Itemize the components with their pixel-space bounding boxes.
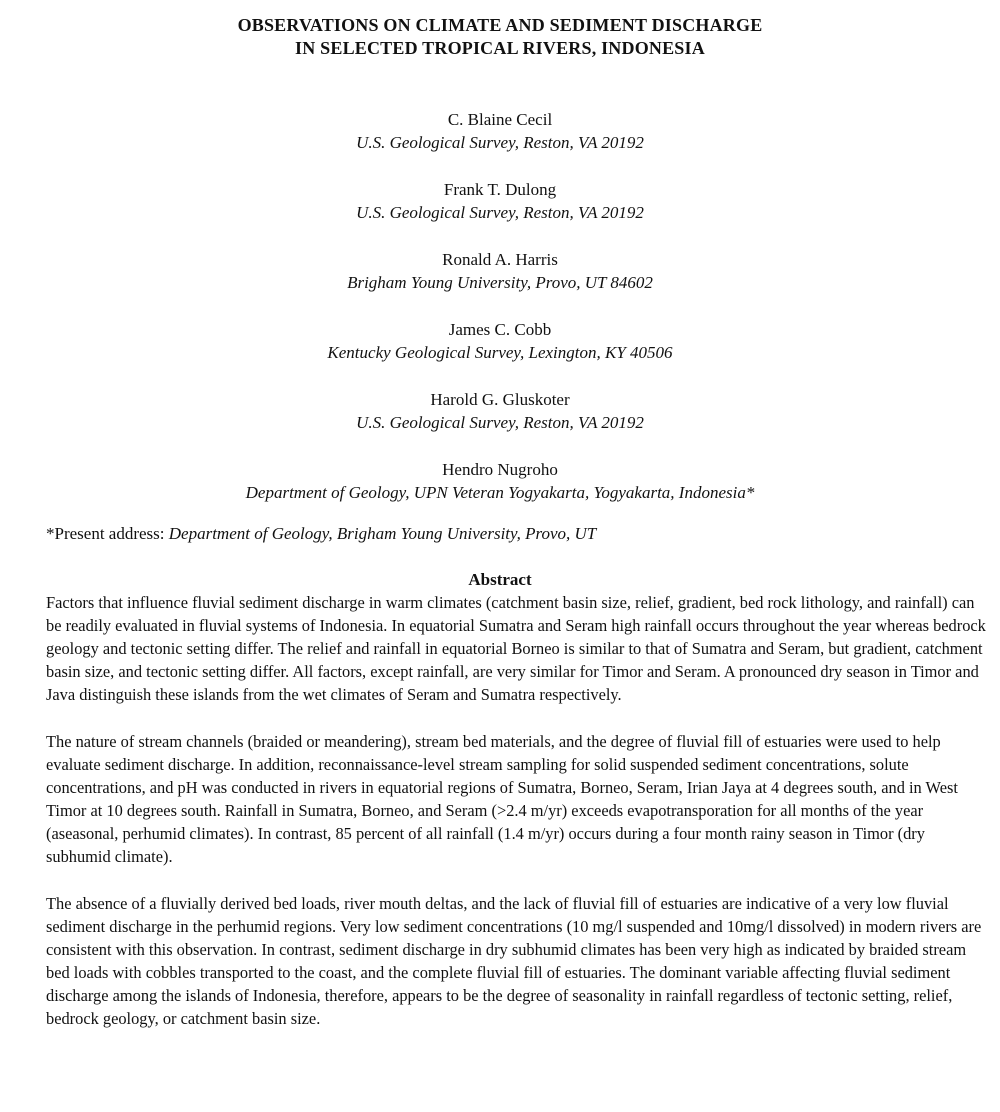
abstract-paragraph: The absence of a fluvially derived bed loads, river mouth deltas, and the lack of fluvial fill of estuaries are indicative of a very low fluvial sediment discharge in the perhumid regions. Very low sediment concentrations (10 mg/l suspended and 10mg/l dissolved) in modern rivers are consistent with this observation. In contrast, sediment discharge in dry subhumid climates has been very high as indicated by braided stream bed loads with cobbles transported to the coast, and the complete fluvial fill of estuaries. The dominant variable affecting fluvial sediment discharge among the islands of Indonesia, therefore, appears to be the degree of seasonality in rainfall regardless of tectonic setting, relief, bedrock geology, or catchment basin size. [46, 894, 982, 1028]
author-affiliation: Brigham Young University, Provo, UT 84602 [347, 273, 653, 292]
author-affiliation: U.S. Geological Survey, Reston, VA 20192 [356, 133, 644, 152]
present-address-note [46, 523, 596, 545]
present-address-text: Department of Geology, Brigham Young University, Provo, UT [168, 524, 597, 543]
author-affiliation: Department of Geology, UPN Veteran Yogyakarta, Yogyakarta, Indonesia* [245, 483, 755, 502]
author-affiliation: Kentucky Geological Survey, Lexington, KY 40506 [327, 343, 673, 362]
present-address-label: *Present address: [46, 524, 169, 543]
title-line-1: OBSERVATIONS ON CLIMATE AND SEDIMENT DISCHARGE [237, 15, 763, 35]
author-name: James C. Cobb [448, 320, 552, 339]
author-name: Hendro Nugroho [442, 460, 558, 479]
author-name: Frank T. Dulong [443, 180, 557, 199]
author-block [0, 248, 1000, 318]
abstract-heading: Abstract [468, 570, 532, 589]
abstract-body [46, 591, 986, 1054]
author-name: Ronald A. Harris [442, 250, 558, 269]
paper-title [0, 14, 1000, 60]
author-name: C. Blaine Cecil [447, 110, 553, 129]
author-name: Harold G. Gluskoter [430, 390, 570, 409]
abstract-paragraph: Factors that influence fluvial sediment discharge in warm climates (catchment basin size, relief, gradient, bed rock lithology, and rainfall) can be readily evaluated in fluvial systems of Indonesia. In equatorial Sumatra and Seram high rainfall occurs throughout the year whereas bedrock geology and tectonic setting differ. The relief and rainfall in equatorial Borneo is similar to that of Sumatra and Seram, but gradient, catchment basin size, and tectonic setting differ. All factors, except rainfall, are very similar for Timor and Seram. A pronounced dry season in Timor and Java distinguish these islands from the wet climates of Seram and Sumatra respectively. [46, 593, 986, 704]
title-line-2: IN SELECTED TROPICAL RIVERS, INDONESIA [295, 38, 705, 58]
author-block [0, 108, 1000, 178]
author-list [0, 108, 1000, 528]
abstract-paragraph: The nature of stream channels (braided or meandering), stream bed materials, and the degree of fluvial fill of estuaries were used to help evaluate sediment discharge. In addition, reconnaissance-level stream sampling for solid suspended sediment concentrations, solute concentrations, and pH was conducted in rivers in equatorial regions of Sumatra, Borneo, Seram, Irian Jaya at 4 degrees south, and in West Timor at 10 degrees south. Rainfall in Sumatra, Borneo, and Seram (>2.4 m/yr) exceeds evapotransporation for all months of the year (aseasonal, perhumid climates). In contrast, 85 percent of all rainfall (1.4 m/yr) occurs during a four month rainy season in Timor (dry subhumid climate). [46, 732, 958, 866]
author-affiliation: U.S. Geological Survey, Reston, VA 20192 [356, 413, 644, 432]
author-block [0, 318, 1000, 388]
author-affiliation: U.S. Geological Survey, Reston, VA 20192 [356, 203, 644, 222]
author-block [0, 178, 1000, 248]
author-block [0, 458, 1000, 528]
author-block [0, 388, 1000, 458]
